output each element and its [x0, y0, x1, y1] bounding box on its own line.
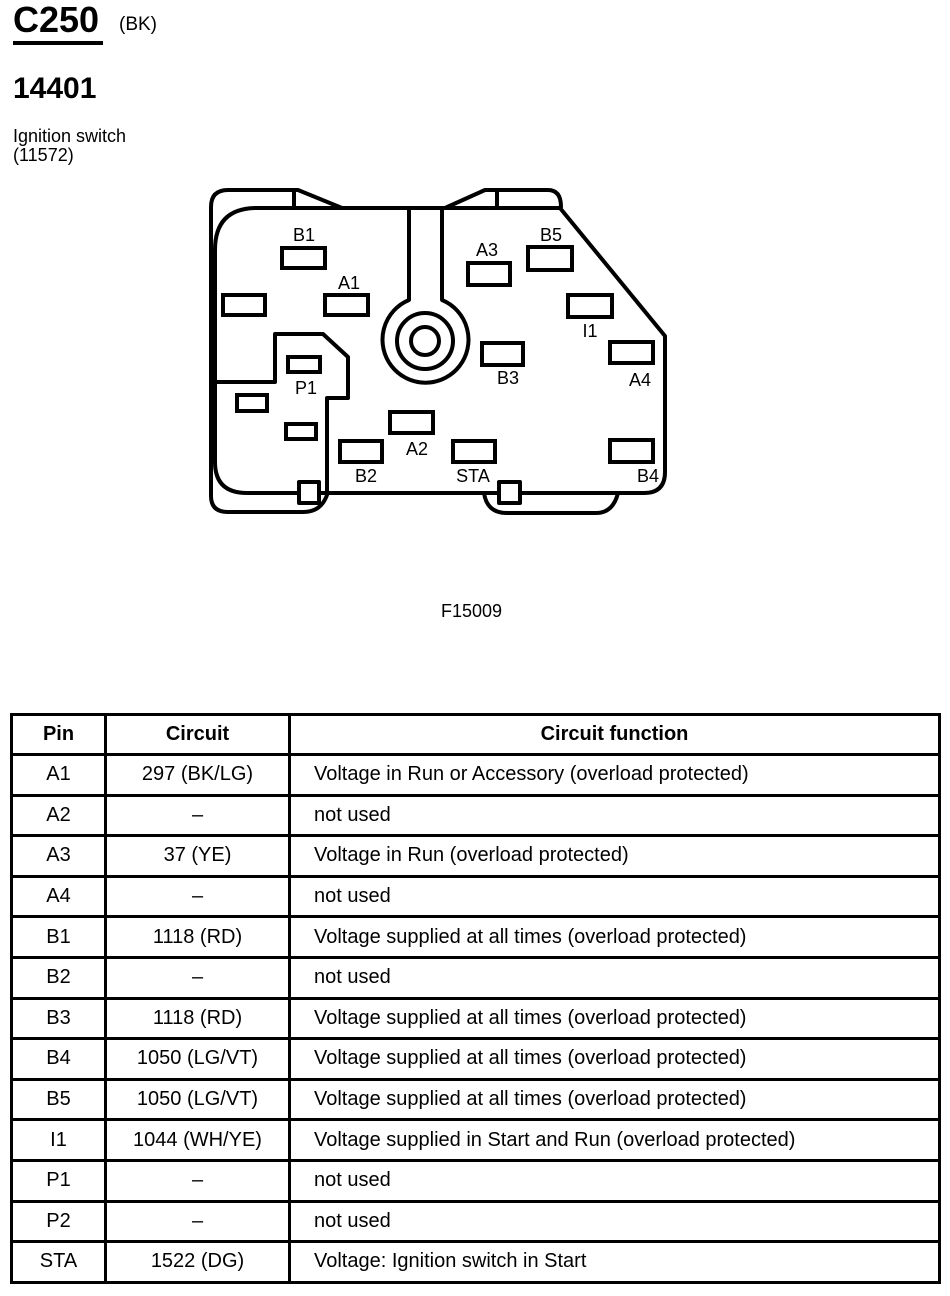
table-row: [12, 1160, 940, 1201]
pin-cell: B5: [12, 1079, 106, 1120]
component-base-number: (11572): [13, 145, 74, 165]
connector-tab-top-right: [445, 190, 561, 208]
table-row: [12, 795, 940, 836]
function-cell: Voltage supplied at all times (overload protected): [290, 1079, 940, 1120]
pin-label-a1: A1: [337, 273, 361, 293]
circuit-cell: 37 (YE): [106, 836, 290, 877]
circuit-cell: 1050 (LG/VT): [106, 1039, 290, 1080]
pin-slot-a2: [390, 412, 433, 433]
circuit-cell: 297 (BK/LG): [106, 755, 290, 796]
pin-label-sta: STA: [456, 466, 490, 486]
pin-label-i1: I1: [582, 321, 598, 341]
pin-label-b2: B2: [354, 466, 378, 486]
header-circuit: Circuit: [106, 715, 290, 755]
circuit-cell: –: [106, 1201, 290, 1242]
pin-label-a2: A2: [405, 439, 429, 459]
table-row: [12, 957, 940, 998]
function-cell: not used: [290, 795, 940, 836]
pin-label-a4: A4: [628, 370, 652, 390]
table-row: [12, 1039, 940, 1080]
table-row: [12, 1120, 940, 1161]
function-cell: Voltage supplied at all times (overload protected): [290, 917, 940, 958]
circuit-cell: 1050 (LG/VT): [106, 1079, 290, 1120]
pin-slot-b3: [482, 343, 523, 365]
pin-cell: P2: [12, 1201, 106, 1242]
pin-cell: A4: [12, 876, 106, 917]
circuit-cell: 1522 (DG): [106, 1242, 290, 1283]
component-description: [13, 127, 126, 165]
table-row: [12, 755, 940, 796]
circuit-cell: –: [106, 876, 290, 917]
pin-table-header-row: [12, 715, 940, 755]
pin-slot-a4: [610, 342, 653, 363]
pin-cell: B1: [12, 917, 106, 958]
pin-label-a3: A3: [475, 240, 499, 260]
pin-cell: B2: [12, 957, 106, 998]
pin-label-b1: B1: [292, 225, 316, 245]
pin-slot-p1: [288, 357, 320, 372]
pin-label-b3: B3: [496, 368, 520, 388]
pin-cell: B4: [12, 1039, 106, 1080]
table-row: [12, 917, 940, 958]
function-cell: Voltage supplied at all times (overload protected): [290, 998, 940, 1039]
figure-caption: F15009: [441, 601, 503, 621]
pin-table: [10, 713, 941, 1284]
function-cell: not used: [290, 957, 940, 998]
index-notch-left: [299, 482, 319, 503]
pin-slot-sta: [453, 441, 495, 462]
table-row: [12, 1242, 940, 1283]
pin-cell: B3: [12, 998, 106, 1039]
pin-slot-unlabeled: [286, 424, 316, 439]
function-cell: Voltage supplied at all times (overload protected): [290, 1039, 940, 1080]
function-cell: Voltage in Run or Accessory (overload protected): [290, 755, 940, 796]
header-circuit-function: Circuit function: [290, 715, 940, 755]
circuit-cell: –: [106, 795, 290, 836]
table-row: [12, 1079, 940, 1120]
pin-slot-b5: [528, 247, 572, 270]
function-cell: not used: [290, 1160, 940, 1201]
connector-color-code: (BK): [119, 14, 157, 35]
function-cell: Voltage: Ignition switch in Start: [290, 1242, 940, 1283]
pin-cell: A3: [12, 836, 106, 877]
circuit-cell: –: [106, 957, 290, 998]
pin-label-b4: B4: [636, 466, 660, 486]
index-notch-right: [499, 482, 520, 503]
function-cell: Voltage in Run (overload protected): [290, 836, 940, 877]
table-row: [12, 836, 940, 877]
pin-slot-b1: [282, 248, 325, 268]
header-pin: Pin: [12, 715, 106, 755]
connector-id: C250: [13, 4, 103, 45]
circuit-cell: 1118 (RD): [106, 917, 290, 958]
pin-slot-b4: [610, 440, 653, 462]
pin-slot-unlabeled: [223, 295, 265, 315]
pin-cell: I1: [12, 1120, 106, 1161]
circuit-cell: 1118 (RD): [106, 998, 290, 1039]
pin-cell: P1: [12, 1160, 106, 1201]
pin-slot-b2: [340, 441, 382, 462]
pin-slot-i1: [568, 295, 612, 317]
pin-slot-unlabeled: [237, 395, 267, 411]
function-cell: not used: [290, 876, 940, 917]
function-cell: not used: [290, 1201, 940, 1242]
pin-slot-a3: [468, 263, 510, 285]
table-row: [12, 1201, 940, 1242]
table-row: [12, 998, 940, 1039]
component-name: Ignition switch: [13, 126, 127, 146]
circuit-cell: 1044 (WH/YE): [106, 1120, 290, 1161]
circuit-cell: –: [106, 1160, 290, 1201]
pin-cell: A1: [12, 755, 106, 796]
function-cell: Voltage supplied in Start and Run (overload protected): [290, 1120, 940, 1161]
pin-label-p1: P1: [294, 378, 318, 398]
pin-label-b5: B5: [539, 225, 563, 245]
part-number: 14401: [13, 72, 97, 105]
pin-cell: STA: [12, 1242, 106, 1283]
pin-table-body: [12, 755, 940, 1283]
table-row: [12, 876, 940, 917]
pin-slot-a1: [325, 295, 368, 315]
pin-cell: A2: [12, 795, 106, 836]
connector-diagram: [190, 180, 690, 525]
